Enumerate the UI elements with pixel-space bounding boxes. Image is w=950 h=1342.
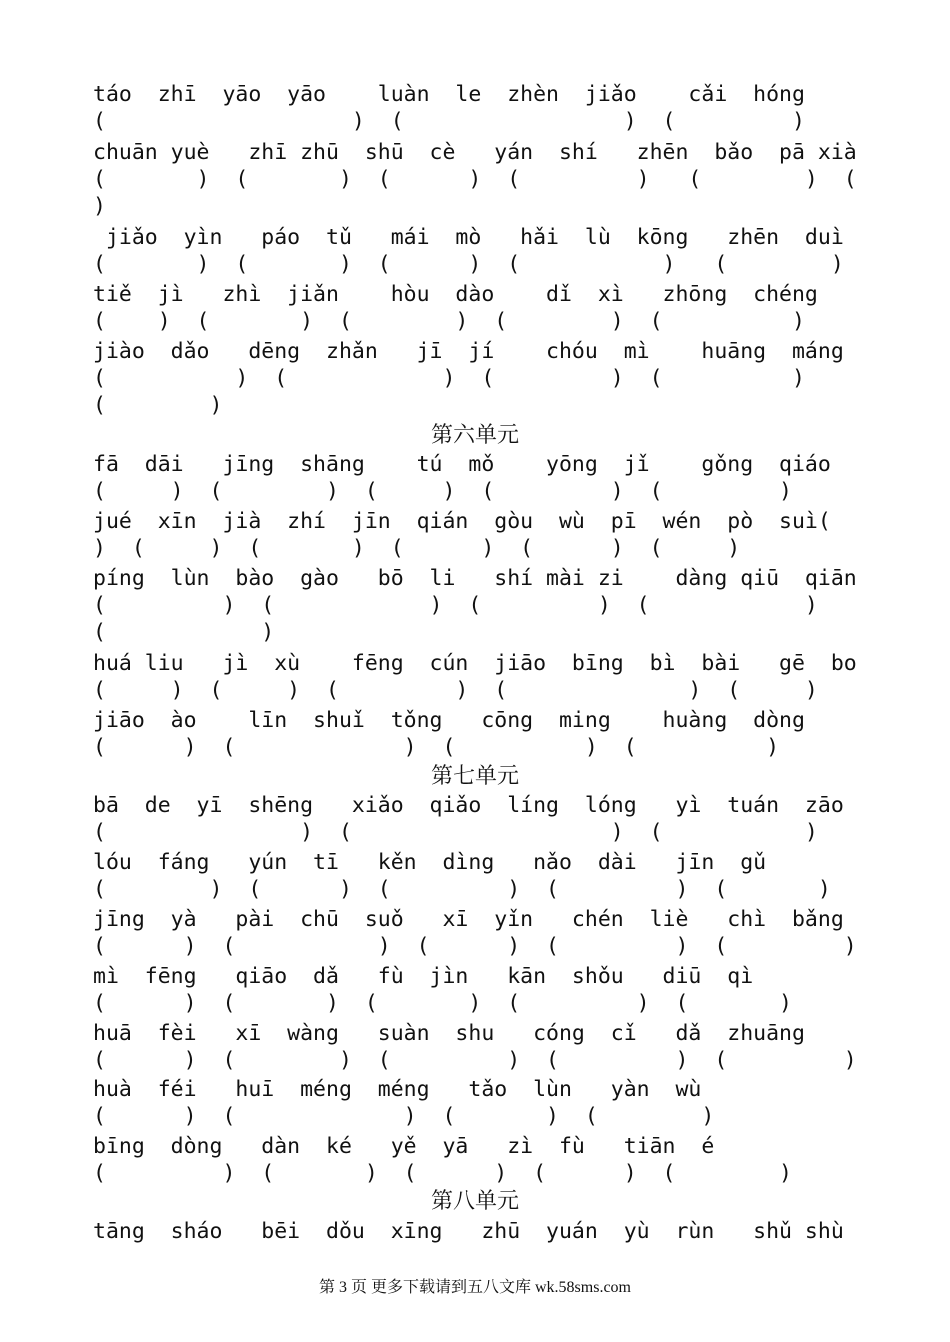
- pinyin-row: táo zhī yāo yāo luàn le zhèn jiǎo cǎi hóng: [93, 82, 805, 107]
- bracket-row: ( ) ( ) ( ) ( ) ( ): [93, 479, 792, 504]
- pinyin-row: huā fèi xī wàng suàn shu cóng cǐ dǎ zhuāng: [93, 1021, 805, 1046]
- pinyin-row: jiāo ào līn shuǐ tǒng cōng ming huàng dòng: [93, 708, 805, 733]
- pinyin-row: jiào dǎo dēng zhǎn jī jí chóu mì huāng máng: [93, 339, 844, 364]
- bracket-row: ( ) ( ) ( ) ( ): [93, 593, 818, 618]
- bracket-row: ): [93, 194, 106, 219]
- pinyin-row: jué xīn jià zhí jīn qián gòu wù pī wén pò suì(: [93, 509, 831, 534]
- bracket-row: ( ) ( ) ( ) ( ) ( ): [93, 252, 844, 277]
- bracket-row: ( ) ( ) ( ) ( ) ( ): [93, 877, 831, 902]
- pinyin-row: huà féi huī méng méng tǎo lùn yàn wù: [93, 1077, 702, 1102]
- bracket-row: ( ) ( ) ( ) ( ) ( ): [93, 1161, 792, 1186]
- pinyin-row: tiě jì zhì jiǎn hòu dào dǐ xì zhōng chéng: [93, 282, 818, 307]
- bracket-row: ( ) ( ) ( ) ( ): [93, 366, 805, 391]
- pinyin-row: huá liu jì xù fēng cún jiāo bīng bì bài gē bo: [93, 651, 857, 676]
- pinyin-row: jīng yà pài chū suǒ xī yǐn chén liè chì bǎng: [93, 907, 844, 932]
- pinyin-row: jiǎo yìn páo tǔ mái mò hǎi lù kōng zhēn duì: [93, 225, 844, 250]
- pinyin-row: lóu fáng yún tī kěn dìng nǎo dài jīn gǔ: [93, 850, 767, 875]
- bracket-row: ( ): [93, 393, 223, 418]
- bracket-row: ( ) ( ) ( ) ( ) ( ): [93, 1048, 857, 1073]
- page-footer: 第 3 页 更多下载请到五八文库 wk.58sms.com: [318, 1279, 631, 1296]
- bracket-row: ( ) ( ) ( ): [93, 820, 818, 845]
- bracket-row: ( ) ( ) ( ) ( ) ( ): [93, 991, 792, 1016]
- pinyin-row: chuān yuè zhī zhū shū cè yán shí zhēn bǎo pā xià: [93, 140, 857, 165]
- unit-7-heading: 第七单元: [430, 764, 519, 789]
- bracket-row: ( ) ( ) ( ) ( ): [93, 735, 780, 760]
- bracket-row: ) ( ) ( ) ( ) ( ) ( ): [93, 536, 741, 561]
- bracket-row: ( ) ( ) ( ) ( ) ( ): [93, 934, 857, 959]
- pinyin-row: mì fēng qiāo dǎ fù jìn kān shǒu diū qì: [93, 964, 754, 989]
- pinyin-row: fā dāi jīng shāng tú mǒ yōng jǐ gǒng qiáo: [93, 452, 831, 477]
- unit-8-heading: 第八单元: [430, 1189, 519, 1214]
- bracket-row: ( ) ( ) ( ) ( ) ( ) (: [93, 167, 857, 192]
- bracket-row: ( ): [93, 620, 275, 645]
- pinyin-row: tāng sháo bēi dǒu xīng zhū yuán yù rùn shǔ shù: [93, 1219, 844, 1244]
- pinyin-row: bīng dòng dàn ké yě yā zì fù tiān é: [93, 1134, 715, 1159]
- unit-6-heading: 第六单元: [430, 423, 519, 448]
- bracket-row: ( ) ( ) ( ) ( ): [93, 1104, 715, 1129]
- bracket-row: ( ) ( ) ( ): [93, 109, 805, 134]
- pinyin-row: bā de yī shēng xiǎo qiǎo líng lóng yì tuán zāo: [93, 793, 844, 818]
- bracket-row: ( ) ( ) ( ) ( ) ( ): [93, 309, 805, 334]
- bracket-row: ( ) ( ) ( ) ( ) ( ): [93, 678, 818, 703]
- pinyin-row: píng lùn bào gào bō li shí mài zi dàng qiū qiān: [93, 566, 857, 591]
